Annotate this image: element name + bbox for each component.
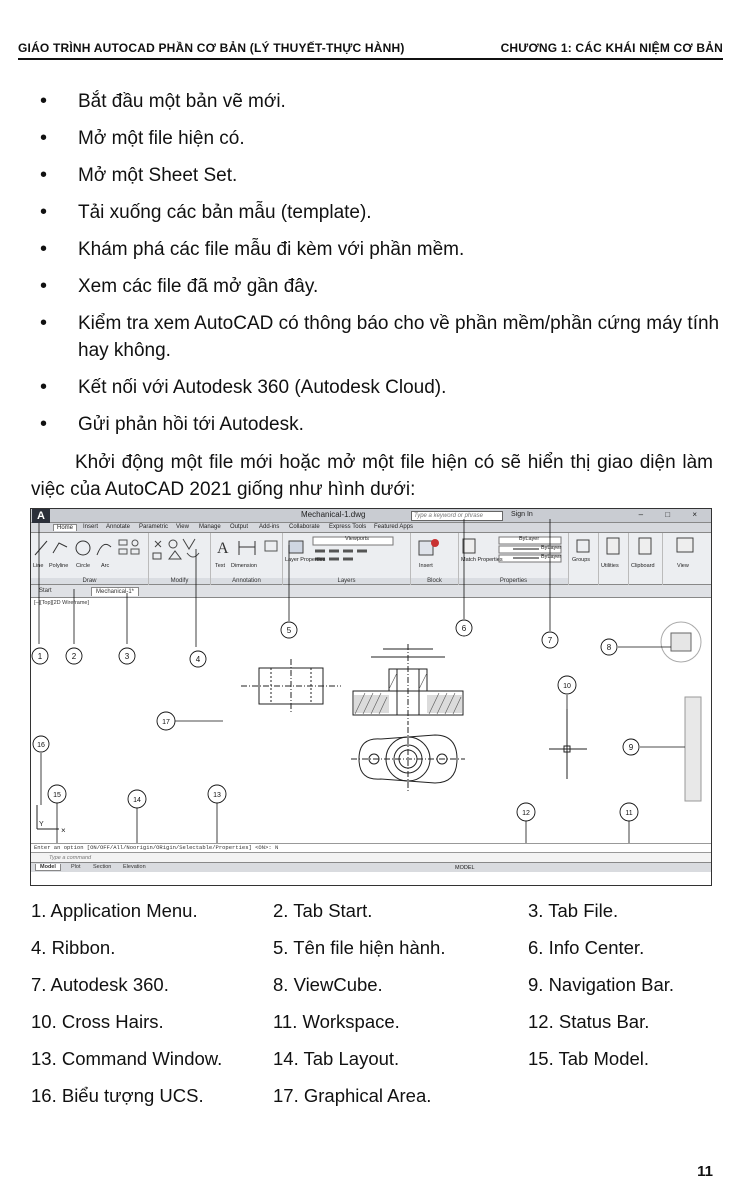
bullet-item: • Bắt đầu một bản vẽ mới. (40, 88, 720, 115)
legend-item: 16. Biểu tượng UCS. (31, 1085, 204, 1106)
tool-polyline[interactable]: Polyline (49, 563, 69, 569)
header-book-title: GIÁO TRÌNH AUTOCAD PHẦN CƠ BẢN (LÝ THUYẾT-THỰC HÀNH) (18, 41, 405, 55)
svg-text:A: A (217, 540, 229, 557)
tab-output[interactable]: Output (230, 524, 249, 530)
callout-number: 6 (461, 624, 467, 633)
callout-number: 13 (213, 792, 221, 799)
tab-add-ins[interactable]: Add-ins (259, 524, 280, 530)
callout-number: 3 (124, 652, 130, 661)
tab-featured-apps[interactable]: Featured Apps (374, 524, 414, 530)
viewports-dropdown[interactable]: Viewports (345, 536, 370, 542)
header-chapter-title: CHƯƠNG 1: CÁC KHÁI NIỆM CƠ BẢN (500, 41, 723, 55)
command-input[interactable]: Type a command (31, 852, 711, 862)
lineweight-dropdown[interactable]: ByLayer (541, 554, 562, 560)
info-center-search-input[interactable]: Type a keyword or phrase (411, 511, 503, 521)
tab-model[interactable]: Model (35, 864, 61, 871)
color-dropdown[interactable]: ByLayer (519, 536, 540, 542)
callout-number: 9 (628, 743, 634, 752)
tool-insert[interactable]: Insert (419, 563, 433, 569)
legend-item: 7. Autodesk 360. (31, 974, 169, 995)
tab-layout-plot[interactable]: Plot (71, 864, 81, 870)
bullet-item: • Mở một Sheet Set. (40, 162, 720, 189)
legend-item: 5. Tên file hiện hành. (273, 937, 446, 958)
legend-item: 12. Status Bar. (528, 1011, 650, 1032)
callout-number: 15 (53, 792, 61, 799)
panel-label[interactable]: Block (411, 578, 458, 584)
legend-item: 3. Tab File. (528, 900, 619, 921)
ucs-y-label: Y (39, 821, 44, 828)
bullet-item: • Mở một file hiện có. (40, 125, 720, 152)
callout-number: 8 (606, 643, 612, 652)
bullet-item: • Kiểm tra xem AutoCAD có thông báo cho về phần mềm/phần cứng máy tính hay không. (40, 310, 720, 364)
legend-item: 14. Tab Layout. (273, 1048, 400, 1069)
bullet-item: • Gửi phản hồi tới Autodesk. (40, 411, 720, 438)
application-menu-button[interactable]: A (32, 509, 50, 523)
tab-express-tools[interactable]: Express Tools (329, 524, 367, 530)
panel-label[interactable]: Modify (149, 578, 210, 584)
tool-utilities[interactable]: Utilities (601, 563, 619, 569)
ucs-x-label: × (61, 826, 66, 835)
panel-label[interactable]: Annotation (211, 578, 282, 584)
panel-label[interactable]: Layers (283, 578, 410, 584)
navigation-bar[interactable] (685, 697, 701, 801)
autocad-screenshot-figure (30, 508, 712, 886)
legend-item: 1. Application Menu. (31, 900, 198, 921)
legend-item: 17. Graphical Area. (273, 1085, 432, 1106)
bullet-item: • Tải xuống các bản mẫu (template). (40, 199, 720, 226)
running-header (18, 38, 723, 60)
legend-item: 9. Navigation Bar. (528, 974, 675, 995)
drawing-and-callouts (31, 509, 712, 886)
window-controls[interactable]: – □ × (638, 510, 707, 519)
tab-view[interactable]: View (176, 524, 189, 530)
legend-item: 8. ViewCube. (273, 974, 383, 995)
model-space-indicator[interactable]: MODEL (455, 865, 475, 871)
callout-number: 1 (37, 652, 43, 661)
viewcube-icon[interactable] (661, 622, 701, 662)
callout-number: 10 (563, 683, 571, 690)
legend-item: 4. Ribbon. (31, 937, 116, 958)
callout-number: 12 (522, 810, 530, 817)
legend-item: 6. Info Center. (528, 937, 645, 958)
intro-paragraph: Khởi động một file mới hoặc mở một file hiện có sẽ hiển thị giao diện làm việc của AutoCAD 2021 giống như hình dưới: (31, 452, 713, 500)
bullet-item: • Kết nối với Autodesk 360 (Autodesk Cloud). (40, 374, 720, 401)
callout-number: 17 (162, 719, 170, 726)
command-history: Enter an option [ON/OFF/All/Noorigin/ORigin/Selectable/Properties] <ON>: N (31, 843, 711, 852)
tab-annotate[interactable]: Annotate (106, 524, 131, 530)
callout-number: 16 (37, 742, 45, 749)
callout-number: 5 (286, 626, 292, 635)
feature-bullet-list (40, 88, 720, 448)
legend-item: 13. Command Window. (31, 1048, 223, 1069)
page-number: 11 (697, 1163, 713, 1180)
tab-home[interactable]: Home (53, 524, 77, 531)
tab-parametric[interactable]: Parametric (139, 524, 169, 530)
legend-item: 15. Tab Model. (528, 1048, 650, 1069)
tool-clipboard[interactable]: Clipboard (631, 563, 655, 569)
tool-groups[interactable]: Groups (572, 557, 591, 563)
legend-item: 2. Tab Start. (273, 900, 373, 921)
tab-collaborate[interactable]: Collaborate (289, 524, 320, 530)
bullet-item: • Khám phá các file mẫu đi kèm với phần mềm. (40, 236, 720, 263)
legend-item: 11. Workspace. (273, 1011, 400, 1032)
tab-manage[interactable]: Manage (199, 524, 221, 530)
callout-number: 11 (625, 810, 633, 817)
legend-item: 10. Cross Hairs. (31, 1011, 164, 1032)
sign-in-button[interactable]: Sign In (511, 511, 533, 518)
callout-number: 4 (195, 655, 201, 664)
callout-number: 2 (71, 652, 77, 661)
bullet-item: • Xem các file đã mở gần đây. (40, 273, 720, 300)
tab-file-mechanical[interactable]: Mechanical-1* (91, 587, 139, 596)
tool-arc[interactable]: Arc (101, 563, 110, 569)
tool-circle[interactable]: Circle (76, 563, 91, 569)
tab-start[interactable]: Start (39, 588, 52, 594)
linetype-dropdown[interactable]: ByLayer (541, 545, 562, 551)
tab-layout-elevation[interactable]: Elevation (123, 864, 146, 870)
tool-view[interactable]: View (677, 563, 689, 569)
tool-line[interactable]: Line (33, 563, 44, 569)
tab-layout-section[interactable]: Section (93, 864, 112, 870)
callout-number: 7 (547, 636, 553, 645)
tool-match-properties[interactable]: Match Properties (461, 557, 503, 563)
tool-text[interactable]: Text (215, 563, 226, 569)
tab-insert[interactable]: Insert (83, 524, 99, 530)
callout-number: 14 (133, 797, 141, 804)
window-title: Mechanical-1.dwg (301, 510, 366, 519)
tool-dimension[interactable]: Dimension (231, 563, 257, 569)
panel-label[interactable]: Draw (31, 578, 148, 584)
viewport-controls-label[interactable]: [–][Top][2D Wireframe] (34, 600, 90, 606)
status-bar (31, 862, 711, 872)
tool-layer-properties[interactable]: Layer Properties (285, 557, 326, 563)
panel-label[interactable]: Properties (459, 578, 568, 584)
